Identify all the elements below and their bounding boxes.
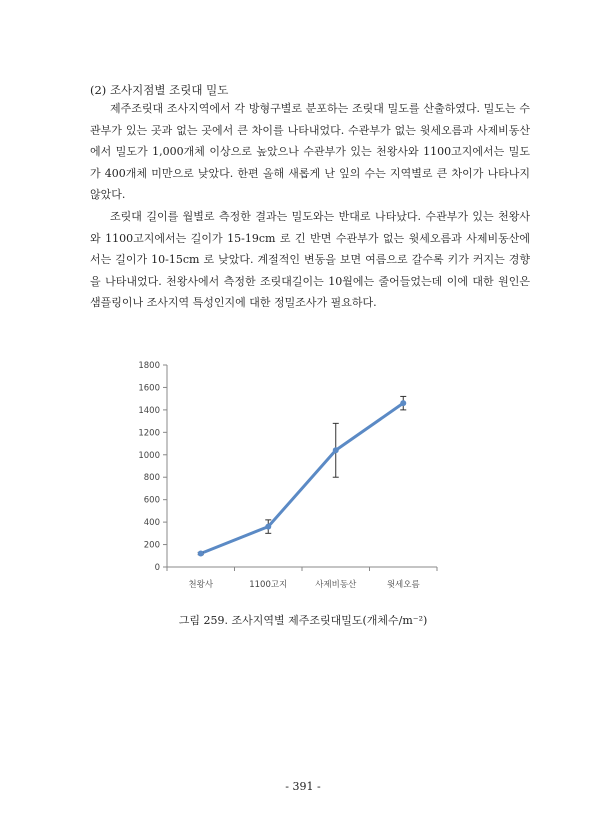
x-tick-label: 천왕사 xyxy=(188,580,214,590)
density-line-chart xyxy=(125,355,455,600)
data-point xyxy=(265,524,271,530)
y-tick-label: 1000 xyxy=(138,450,160,461)
y-tick-label: 1600 xyxy=(138,383,160,394)
x-tick-label: 사제비동산 xyxy=(315,580,357,590)
data-point xyxy=(400,400,406,406)
y-tick-label: 400 xyxy=(143,518,160,529)
section-heading: (2) 조사지점별 조릿대 밀도 xyxy=(90,83,229,97)
y-tick-label: 1800 xyxy=(138,361,160,371)
y-tick-label: 0 xyxy=(154,563,160,573)
paragraph-1: 제주조릿대 조사지역에서 각 방형구별로 분포하는 조릿대 밀도를 산출하였다. 밀도는 수관부가 있는 곳과 없는 곳에서 큰 차이를 나타내었다. 수관부가 없는 윗세오름과 사제비동산에서 밀도가 1,000개체 이상으로 높았으나 수관부가 있는 천왕사와 1100고지에서는 밀도가 400개체 미만으로 낮았다. 한편 올해 새롭게 난 잎의 수는 지역별로 큰 차이가 나타나지 않았다. xyxy=(90,102,530,202)
y-tick-label: 800 xyxy=(143,473,160,484)
y-tick-label: 200 xyxy=(143,540,160,551)
y-tick-label: 1400 xyxy=(138,405,160,416)
y-tick-label: 600 xyxy=(143,495,160,506)
data-point xyxy=(333,447,339,453)
figure-caption: 그림 259. 조사지역별 제주조릿대밀도(개체수/m⁻²) xyxy=(178,614,428,627)
data-point xyxy=(198,551,204,557)
x-tick-label: 1100고지 xyxy=(249,580,288,590)
series-line xyxy=(201,403,404,553)
paragraph-2: 조릿대 길이를 월별로 측정한 결과는 밀도와는 반대로 나타났다. 수관부가 있는 천왕사와 1100고지에서는 길이가 15-19cm 로 긴 반면 수관부가 없는 윗세오름과 사제비동산에서는 길이가 10-15cm 로 낮았다. 계절적인 변동을 보면 여름으로 갈수록 키가 커지는 경향을 나타내었다. 천왕사에서 측정한 조릿대길이는 10월에는 줄어들었는데 이에 대한 원인은 샘플링이나 조사지역 특성인지에 대한 정밀조사가 필요하다. xyxy=(90,210,530,310)
x-tick-label: 윗세오름 xyxy=(386,580,420,590)
y-tick-label: 1200 xyxy=(138,428,160,439)
page-number: - 391 - xyxy=(285,780,321,793)
